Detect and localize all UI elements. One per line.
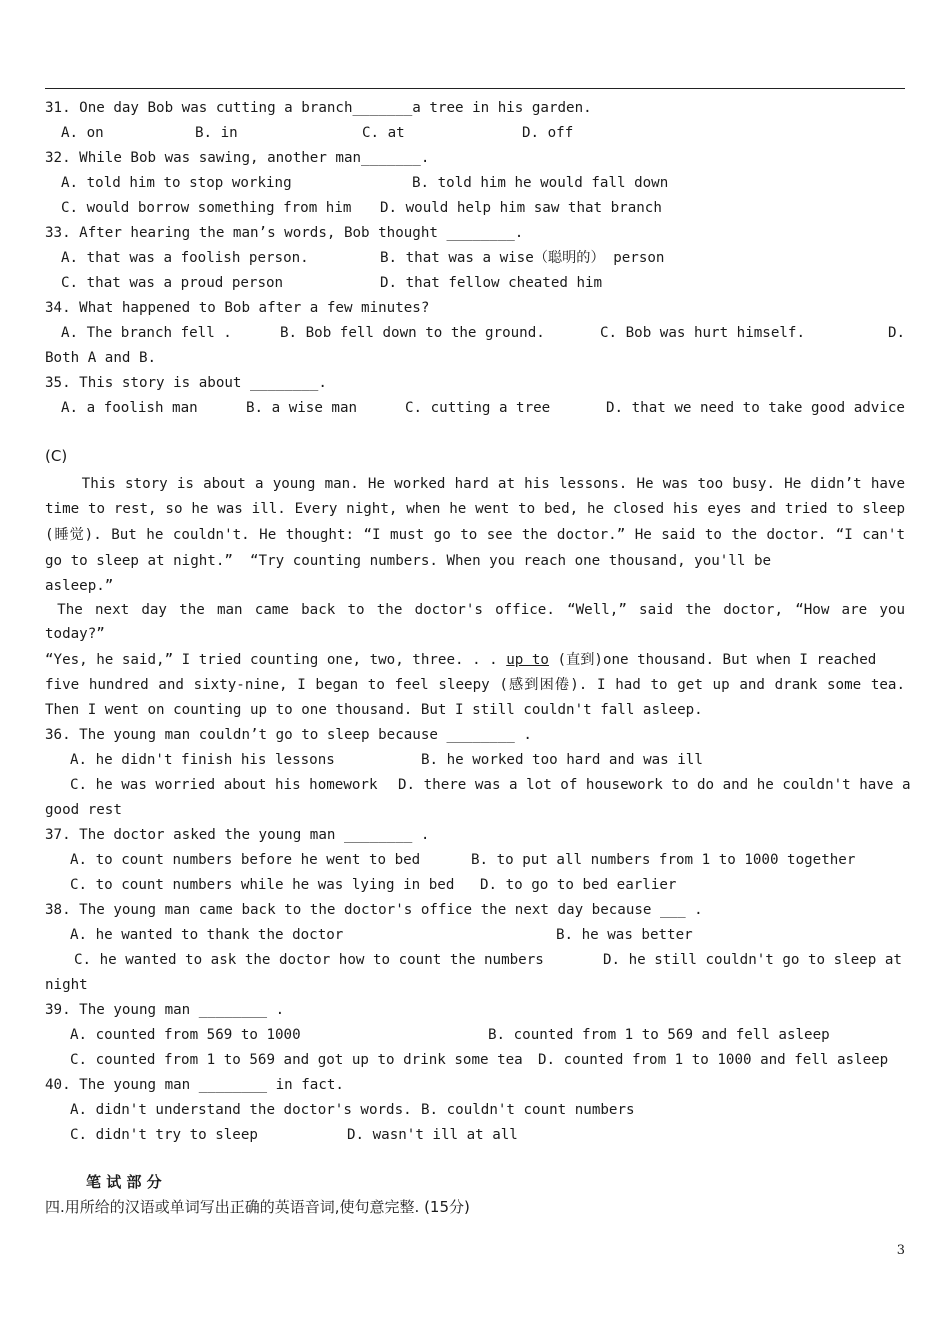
q36-option-d: D. there was a lot of housework to do and he couldn't have a <box>398 777 911 793</box>
q34-option-b: B. Bob fell down to the ground. <box>280 325 545 341</box>
q37-option-c: C. to count numbers while he was lying in bed <box>70 877 455 893</box>
q34-option-d-cont: Both A and B. <box>45 350 157 366</box>
passage-line: time to rest, so he was ill. Every night, when he went to bed, he closed his eyes and tried to sleep <box>45 501 905 517</box>
q33-option-a: A. that was a foolish person. <box>61 250 309 266</box>
q37-option-a: A. to count numbers before he went to bed <box>70 852 421 868</box>
q37-option-d: D. to go to bed earlier <box>480 877 677 893</box>
question-38-stem: 38. The young man came back to the doctor's office the next day because ___ . <box>45 902 703 918</box>
q35-option-a: A. a foolish man <box>61 400 198 416</box>
passage-line: five hundred and sixty-nine, I began to feel sleepy (感到困倦). I had to get up and drank some tea. <box>45 677 905 693</box>
instruction-line <box>45 1195 470 1220</box>
q39-option-a: A. counted from 569 to 1000 <box>70 1027 301 1043</box>
passage-line: today?” <box>45 626 105 642</box>
q38-option-c: C. he wanted to ask the doctor how to count the numbers <box>74 952 544 968</box>
q35-option-d: D. that we need to take good advice <box>606 400 905 416</box>
q35-option-b: B. a wise man <box>246 400 358 416</box>
section-heading: 笔 试 部 分 <box>86 1173 162 1191</box>
q31-option-d: D. off <box>522 125 574 141</box>
question-34-stem: 34. What happened to Bob after a few minutes? <box>45 300 430 316</box>
q31-option-a: A. on <box>61 125 104 141</box>
q38-option-d-cont: night <box>45 977 88 993</box>
question-32-stem: 32. While Bob was sawing, another man_______. <box>45 150 430 166</box>
q34-option-c: C. Bob was hurt himself. <box>600 325 805 341</box>
section-c-label: (C) <box>45 447 68 465</box>
q32-option-c: C. would borrow something from him <box>61 200 352 216</box>
question-39-stem: 39. The young man ________ . <box>45 1002 285 1018</box>
question-33-stem: 33. After hearing the man’s words, Bob thought ________. <box>45 225 524 241</box>
q36-option-b: B. he worked too hard and was ill <box>421 752 703 768</box>
q40-option-a: A. didn't understand the doctor's words. <box>70 1102 412 1118</box>
q32-option-b: B. told him he would fall down <box>412 175 669 191</box>
q33-option-c: C. that was a proud person <box>61 275 284 291</box>
q34-option-a: A. The branch fell . <box>61 325 232 341</box>
q39-option-c: C. counted from 1 to 569 and got up to drink some tea <box>70 1052 523 1068</box>
q33-option-b: B. that was a wise（聪明的） person <box>380 250 665 266</box>
instruction-text: 四.用所给的汉语或单词写出正确的英语音词,使句意完整. <box>45 1198 425 1216</box>
q36-option-d-cont: good rest <box>45 802 122 818</box>
q34-option-d: D. <box>888 325 906 341</box>
q38-option-d: D. he still couldn't go to sleep at <box>603 952 902 968</box>
passage-line: go to sleep at night.” “Try counting numbers. When you reach one thousand, you'll be <box>45 553 772 569</box>
q38-option-a: A. he wanted to thank the doctor <box>70 927 344 943</box>
passage-text: (直到)one thousand. But when I reached <box>548 652 877 668</box>
q39-option-b: B. counted from 1 to 569 and fell asleep <box>488 1027 830 1043</box>
q31-option-c: C. at <box>362 125 405 141</box>
q38-option-b: B. he was better <box>556 927 693 943</box>
passage-line-with-underline <box>45 648 905 673</box>
q31-option-b: B. in <box>195 125 238 141</box>
passage-line: The next day the man came back to the doctor's office. “Well,” said the doctor, “How are you <box>45 602 905 618</box>
header-rule <box>45 88 905 89</box>
passage-text: “Yes, he said,” I tried counting one, two, three. . . <box>45 652 507 668</box>
question-36-stem: 36. The young man couldn’t go to sleep because ________ . <box>45 727 532 743</box>
q32-option-a: A. told him to stop working <box>61 175 292 191</box>
passage-line: Then I went on counting up to one thousand. But I still couldn't fall asleep. <box>45 702 703 718</box>
q32-option-d: D. would help him saw that branch <box>380 200 662 216</box>
q40-option-c: C. didn't try to sleep <box>70 1127 258 1143</box>
passage-line: asleep.” <box>45 578 114 594</box>
page-number: 3 <box>896 1243 905 1258</box>
passage-line: (睡觉). But he couldn't. He thought: “I must go to see the doctor.” He said to the doctor. “I can't <box>45 527 905 543</box>
q36-option-a: A. he didn't finish his lessons <box>70 752 335 768</box>
q40-option-d: D. wasn't ill at all <box>347 1127 518 1143</box>
q39-option-d: D. counted from 1 to 1000 and fell asleep <box>538 1052 889 1068</box>
q40-option-b: B. couldn't count numbers <box>421 1102 635 1118</box>
q33-option-d: D. that fellow cheated him <box>380 275 603 291</box>
question-31-stem: 31. One day Bob was cutting a branch_______a tree in his garden. <box>45 100 592 116</box>
q35-option-c: C. cutting a tree <box>405 400 551 416</box>
question-40-stem: 40. The young man ________ in fact. <box>45 1077 344 1093</box>
points-label: (15分) <box>424 1198 470 1216</box>
underlined-phrase: up to <box>506 652 549 668</box>
q37-option-b: B. to put all numbers from 1 to 1000 together <box>471 852 856 868</box>
question-37-stem: 37. The doctor asked the young man ________ . <box>45 827 430 843</box>
q36-option-c: C. he was worried about his homework <box>70 777 378 793</box>
passage-line: This story is about a young man. He worked hard at his lessons. He was too busy. He didn’t have <box>45 476 905 492</box>
question-35-stem: 35. This story is about ________. <box>45 375 327 391</box>
